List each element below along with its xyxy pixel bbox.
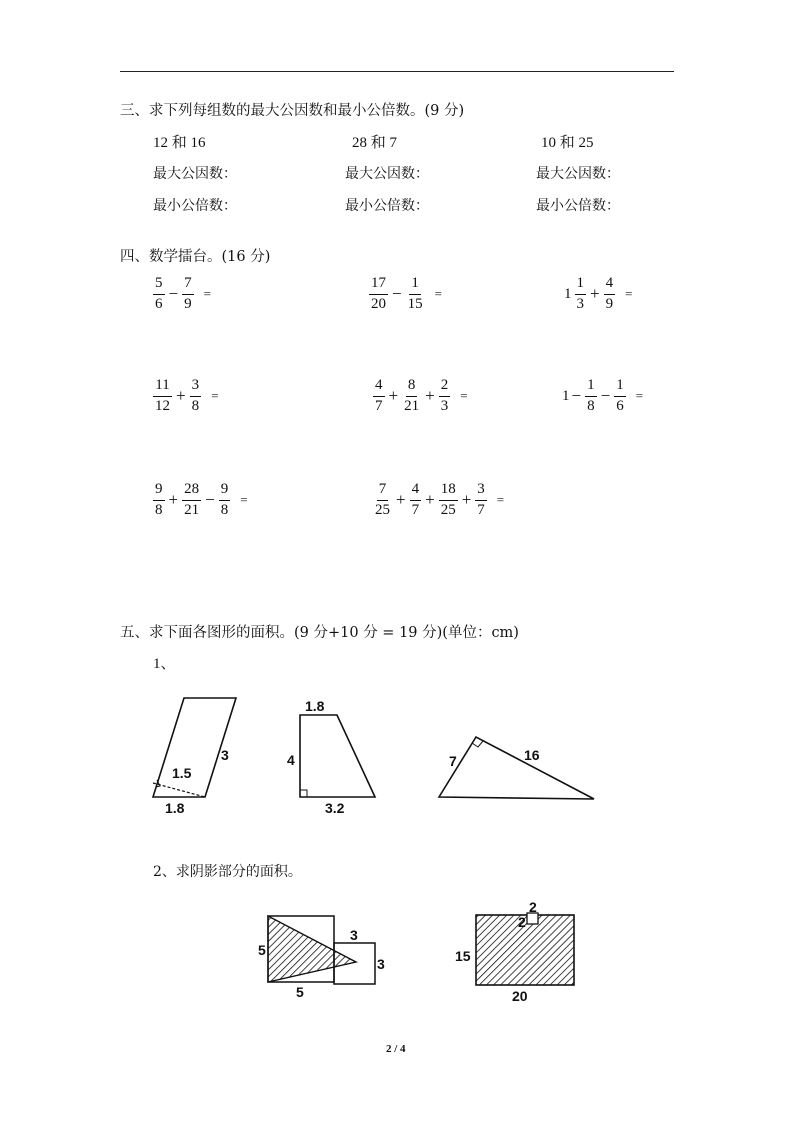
fraction: $\frac{9}{8}$ bbox=[155, 481, 163, 518]
fraction: $\frac{5}{6}$ bbox=[155, 275, 163, 312]
expression-3: 1 $\frac{1}{3}$ + $\frac{4}{9}$ = bbox=[564, 275, 633, 312]
lcm-label-1: 最小公倍数： bbox=[153, 198, 237, 214]
parallelogram-height-label: 1.5 bbox=[172, 765, 192, 781]
group-3: 10 和 25 bbox=[541, 135, 594, 151]
subquestion-1-label: 1、 bbox=[153, 656, 176, 672]
small-square-top-label: 3 bbox=[350, 927, 358, 943]
lcm-label-2: 最小公倍数： bbox=[345, 198, 429, 214]
expression-2: $\frac{17}{20}$ − $\frac{1}{15}$ = bbox=[371, 275, 442, 312]
fraction: $\frac{1}{6}$ bbox=[616, 377, 624, 414]
small-square-right-label: 3 bbox=[377, 956, 385, 972]
trapezoid-height-label: 4 bbox=[287, 752, 295, 768]
parallelogram-side-label: 3 bbox=[221, 747, 229, 763]
fraction: $\frac{4}{7}$ bbox=[411, 481, 420, 518]
rectangle-shaded-figure bbox=[455, 899, 574, 1004]
fraction: $\frac{11}{12}$ bbox=[155, 377, 170, 414]
expression-1: $\frac{5}{6}$ − $\frac{7}{9}$ = bbox=[155, 275, 211, 312]
group-2: 28 和 7 bbox=[352, 135, 398, 151]
expression-6: 1 − $\frac{1}{8}$ − $\frac{1}{6}$ = bbox=[562, 377, 644, 414]
rect-height-label: 15 bbox=[455, 948, 471, 964]
fraction: $\frac{2}{3}$ bbox=[440, 377, 449, 414]
big-square-side-label: 5 bbox=[258, 942, 266, 958]
gcd-label-1: 最大公因数： bbox=[153, 166, 237, 182]
fraction: $\frac{1}{15}$ bbox=[407, 275, 423, 312]
triangle-leg2-label: 16 bbox=[524, 747, 540, 763]
rect-width-label: 20 bbox=[512, 988, 528, 1004]
trapezoid-top-label: 1.8 bbox=[305, 698, 325, 714]
fraction: $\frac{7}{9}$ bbox=[184, 275, 192, 312]
fraction: $\frac{1}{8}$ bbox=[587, 377, 595, 414]
fraction: $\frac{18}{25}$ bbox=[440, 481, 456, 518]
trapezoid-bottom-label: 3.2 bbox=[325, 800, 345, 816]
notch-top-label: 2 bbox=[529, 899, 537, 915]
parallelogram-figure bbox=[153, 698, 236, 816]
fraction: $\frac{8}{21}$ bbox=[404, 377, 420, 414]
squares-shaded-figure bbox=[258, 916, 385, 1000]
lcm-label-3: 最小公倍数： bbox=[536, 198, 620, 214]
section-4-title: 四、数学擂台。(16 分) bbox=[120, 249, 271, 265]
subquestion-2-label: 2、求阴影部分的面积。 bbox=[153, 864, 302, 880]
triangle-figure bbox=[439, 737, 594, 799]
fraction: $\frac{28}{21}$ bbox=[184, 481, 200, 518]
section-5-title: 五、求下面各图形的面积。(9 分+10 分 = 19 分)(单位：cm) bbox=[120, 625, 519, 641]
expression-5: $\frac{4}{7}$ + $\frac{8}{21}$ + $\frac{2}{3}$ = bbox=[375, 377, 468, 414]
fraction: $\frac{3}{7}$ bbox=[477, 481, 485, 518]
fraction: $\frac{3}{8}$ bbox=[191, 377, 200, 414]
group-1: 12 和 16 bbox=[153, 135, 206, 151]
fraction: $\frac{4}{7}$ bbox=[375, 377, 383, 414]
page-number: 2 / 4 bbox=[386, 1043, 406, 1055]
parallelogram-base-label: 1.8 bbox=[165, 800, 185, 816]
expression-8: $\frac{7}{25}$ + $\frac{4}{7}$ + $\frac{18}{25}$ + $\frac{3}{7}$ = bbox=[375, 481, 505, 518]
fraction: $\frac{7}{25}$ bbox=[375, 481, 390, 518]
triangle-leg1-label: 7 bbox=[449, 753, 457, 769]
section-3-title: 三、求下列每组数的最大公因数和最小公倍数。(9 分) bbox=[120, 103, 465, 119]
fraction: $\frac{1}{3}$ bbox=[576, 275, 584, 312]
notch-side-label: 2 bbox=[518, 914, 526, 930]
fraction: $\frac{17}{20}$ bbox=[371, 275, 386, 312]
trapezoid-figure bbox=[287, 698, 375, 816]
fraction: $\frac{4}{9}$ bbox=[605, 275, 614, 312]
fraction: $\frac{9}{8}$ bbox=[220, 481, 229, 518]
expression-4: $\frac{11}{12}$ + $\frac{3}{8}$ = bbox=[155, 377, 219, 414]
big-square-bottom-label: 5 bbox=[296, 984, 304, 1000]
expression-7: $\frac{9}{8}$ + $\frac{28}{21}$ − $\frac{9}{8}$ = bbox=[155, 481, 248, 518]
gcd-label-2: 最大公因数： bbox=[345, 166, 429, 182]
gcd-label-3: 最大公因数： bbox=[536, 166, 620, 182]
